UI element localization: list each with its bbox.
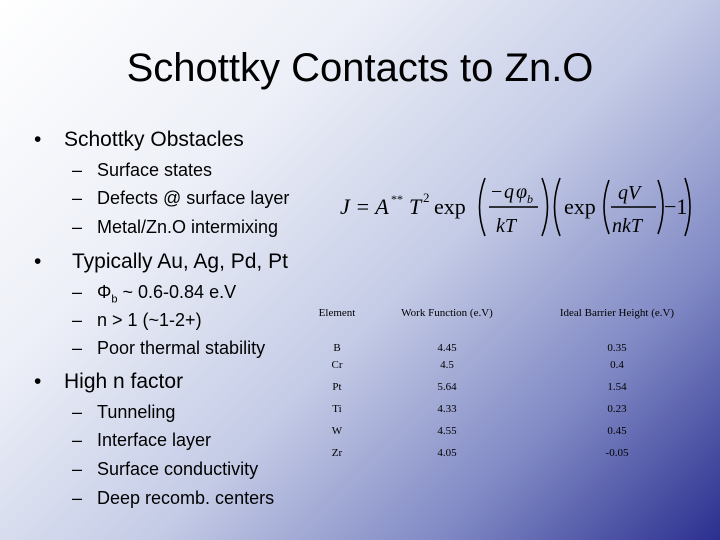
dash-marker: – xyxy=(72,160,83,180)
cell-element: W xyxy=(331,425,343,437)
table-header-row xyxy=(302,300,712,326)
bullet-marker: • xyxy=(34,128,42,151)
cell-barrier-height: 1.54 xyxy=(607,381,627,393)
sub-item-surface-conductivity: Surface conductivity xyxy=(97,459,259,479)
bullet-schottky-obstacles: Schottky Obstacles xyxy=(64,128,244,151)
barrier-range: ~ 0.6-0.84 e.V xyxy=(117,282,237,302)
header-work-function: Work Function (e.V) xyxy=(401,307,493,319)
table-row xyxy=(302,420,712,442)
cell-barrier-height: -0.05 xyxy=(605,447,629,459)
sub-item-interface-layer: Interface layer xyxy=(97,430,212,450)
dash-marker: – xyxy=(72,488,83,508)
bullet-typical-metals: Typically Au, Ag, Pd, Pt xyxy=(72,250,288,273)
sub-item-intermixing: Metal/Zn.O intermixing xyxy=(97,217,279,237)
dash-marker: – xyxy=(72,282,83,302)
cell-work-function: 4.55 xyxy=(437,425,457,437)
table-row xyxy=(302,354,712,376)
sub-item-ideality: n > 1 (~1-2+) xyxy=(97,310,202,330)
paren-open-2 xyxy=(555,178,561,236)
formula-minus-one: −1 xyxy=(664,194,688,219)
sub-item-deep-recomb: Deep recomb. centers xyxy=(97,488,275,508)
paren-close-1 xyxy=(542,178,548,236)
formula-T: T xyxy=(409,194,422,219)
sub-item-thermal-stability: Poor thermal stability xyxy=(97,338,266,358)
bullet-high-n-factor: High n factor xyxy=(64,370,184,393)
table-row xyxy=(302,398,712,420)
formula-nkT: nkT xyxy=(612,215,642,237)
cell-work-function: 4.45 xyxy=(437,342,457,354)
thermionic-emission-formula xyxy=(338,170,693,245)
cell-barrier-height: 0.4 xyxy=(610,359,624,371)
phi-symbol: Φ xyxy=(97,282,112,302)
bullet-marker: • xyxy=(34,370,42,393)
formula-exp-2: exp xyxy=(564,194,596,219)
header-element: Element xyxy=(318,307,356,319)
formula-phi-sub: b xyxy=(527,192,533,206)
sub-item-tunneling: Tunneling xyxy=(97,402,176,422)
cell-work-function: 4.33 xyxy=(437,403,457,415)
cell-barrier-height: 0.45 xyxy=(607,425,627,437)
dash-marker: – xyxy=(72,402,83,422)
cell-element: Cr xyxy=(331,359,343,371)
work-function-table xyxy=(302,300,712,464)
paren-open-1 xyxy=(480,178,486,236)
paren-close-3 xyxy=(658,180,663,234)
formula-exponent-2: 2 xyxy=(423,190,430,205)
cell-work-function: 4.5 xyxy=(440,359,454,371)
paren-open-3 xyxy=(604,180,609,234)
formula-minus: − xyxy=(491,181,503,203)
formula-kT-1: kT xyxy=(496,215,516,237)
dash-marker: – xyxy=(72,310,83,330)
sub-item-defects: Defects @ surface layer xyxy=(97,188,290,208)
cell-work-function: 5.64 xyxy=(437,381,457,393)
cell-element: Zr xyxy=(331,447,343,459)
cell-barrier-height: 0.35 xyxy=(607,342,627,354)
dash-marker: – xyxy=(72,217,83,237)
formula-exp-1: exp xyxy=(434,194,466,219)
table-row xyxy=(302,442,712,464)
slide-title: Schottky Contacts to Zn.O xyxy=(126,46,594,90)
cell-element: Ti xyxy=(332,403,342,415)
dash-marker: – xyxy=(72,188,83,208)
dash-marker: – xyxy=(72,430,83,450)
bullet-marker: • xyxy=(34,250,42,273)
formula-q: q xyxy=(504,181,514,203)
formula-qV: qV xyxy=(618,182,641,204)
cell-barrier-height: 0.23 xyxy=(607,403,627,415)
cell-element: B xyxy=(333,342,341,354)
table-row xyxy=(302,326,712,354)
table-row xyxy=(302,376,712,398)
sub-item-surface-states: Surface states xyxy=(97,160,213,180)
formula-phi: φ xyxy=(516,181,528,203)
formula-lhs: J = A xyxy=(340,194,389,219)
cell-element: Pt xyxy=(332,381,342,393)
dash-marker: – xyxy=(72,459,83,479)
phi-subscript: b xyxy=(111,293,118,306)
dash-marker: – xyxy=(72,338,83,358)
formula-stars: ** xyxy=(391,192,403,206)
cell-work-function: 4.05 xyxy=(437,447,457,459)
sub-item-barrier-height xyxy=(97,281,236,311)
header-barrier-height: Ideal Barrier Height (e.V) xyxy=(559,307,675,319)
